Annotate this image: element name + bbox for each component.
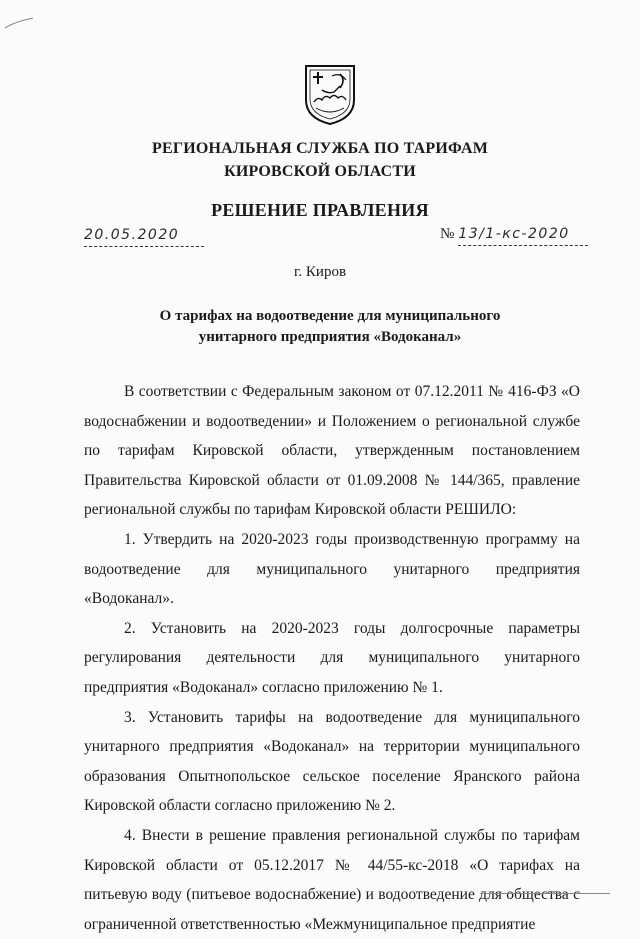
scan-artifact bbox=[4, 16, 34, 30]
number-underline bbox=[458, 245, 588, 246]
document-type-title: РЕШЕНИЕ ПРАВЛЕНИЯ bbox=[211, 200, 429, 220]
city-name: г. Киров bbox=[293, 264, 347, 280]
decision-date-handwritten: 20.05.2020 bbox=[84, 227, 180, 243]
paragraph-item-2: 2. Установить на 2020-2023 годы долгосрочные параметры регулирования деятельности для муниципального унитарного предприятия «Водоканал» согласно приложению № 1. bbox=[84, 619, 580, 696]
paragraph-item-4: 4. Внести в решение правления региональной службы по тарифам Кировской области от 05.12.2017 № 44/55-кс-2018 «О тарифах на питьевую воду (питьевое водоснабжение) и водоотведение для общества с ограниченной ответственностью «Межмуниципальное предприятие bbox=[84, 826, 580, 933]
decision-date bbox=[84, 226, 204, 244]
decision-body bbox=[84, 377, 580, 939]
kirov-coat-of-arms-icon bbox=[302, 62, 358, 126]
number-sign: № bbox=[440, 226, 455, 242]
paragraph-preamble: В соответствии с Федеральным законом от 07.12.2011 № 416-ФЗ «О водоснабжении и водоотведении» и Положением о региональной службе по тарифам Кировской области, утвержденным постановлением Правительства Кировской области от 01.09.2008 № 144/365, правление региональной службы по тарифам Кировской области РЕШИЛО: bbox=[84, 383, 580, 519]
decision-number-handwritten: 13/1-кс-2020 bbox=[458, 226, 570, 242]
decision-number bbox=[440, 225, 600, 243]
page-bottom-rule bbox=[480, 893, 610, 894]
date-underline bbox=[84, 246, 204, 247]
org-name-line1: РЕГИОНАЛЬНАЯ СЛУЖБА ПО ТАРИФАМ bbox=[151, 140, 489, 157]
paragraph-item-3: 3. Установить тарифы на водоотведение для муниципального унитарного предприятия «Водоканал» на территории муниципального образования Опытнопольское сельское поселение Яранского района Кировской области согласно приложению № 2. bbox=[84, 708, 580, 815]
decision-subject: О тарифах на водоотведение для муниципального унитарного предприятия «Водоканал» bbox=[159, 308, 501, 345]
org-name-line2: КИРОВСКОЙ ОБЛАСТИ bbox=[224, 163, 416, 180]
paragraph-item-1: 1. Утвердить на 2020-2023 годы производственную программу на водоотведение для муниципального унитарного предприятия «Водоканал». bbox=[84, 530, 580, 608]
